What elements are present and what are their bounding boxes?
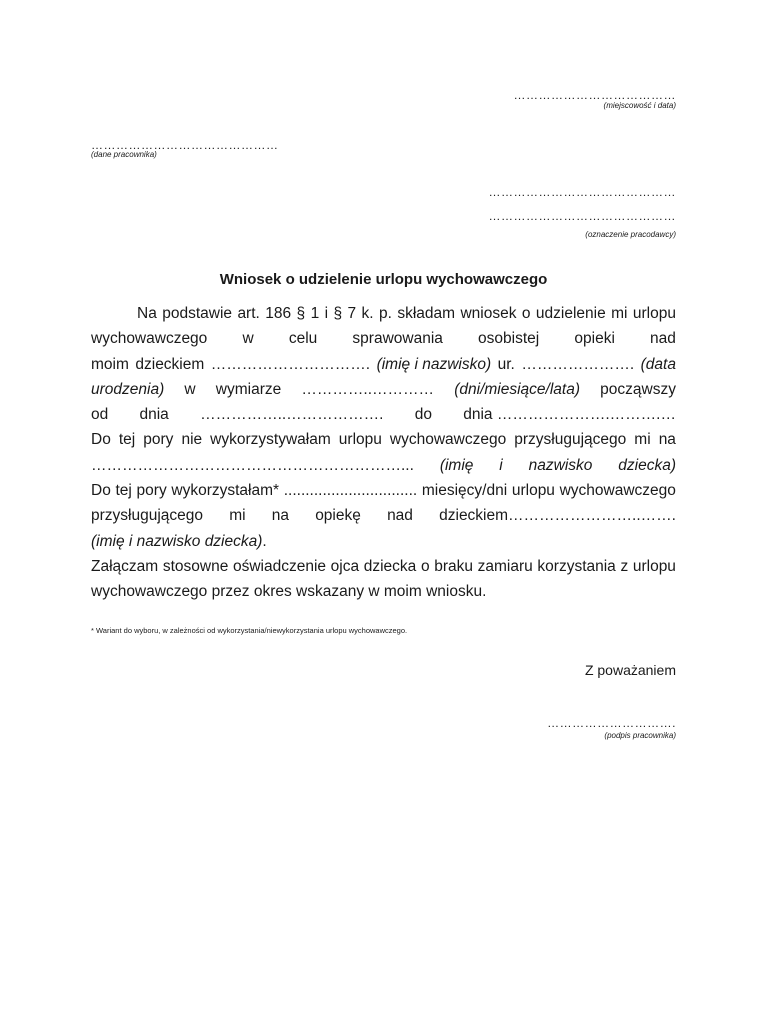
closing-greeting: Z poważaniem <box>584 662 676 678</box>
employer-dots-1: ……………………………………… <box>488 185 676 199</box>
word: p. <box>378 305 392 322</box>
body-line-4 <box>91 377 676 402</box>
word: sprawowania <box>352 330 443 348</box>
employer-caption: (oznaczenie pracodawcy) <box>585 230 676 239</box>
word: udzielenie <box>535 305 606 322</box>
word: Na <box>137 305 157 322</box>
word: przysługującego <box>514 431 627 449</box>
word: wychowawczego <box>389 431 507 449</box>
word: wychowawczego <box>91 330 208 348</box>
body-line-7 <box>91 453 676 478</box>
word: dzieckiem <box>135 355 205 373</box>
word: tej <box>115 482 132 500</box>
body-line-9 <box>91 503 676 528</box>
word: 7 <box>347 305 357 322</box>
word: § <box>333 305 343 322</box>
body-line-6 <box>91 427 676 452</box>
employer-dots-2: ……………………………………… <box>488 209 676 223</box>
word: wychowawczego <box>559 482 676 500</box>
word: począwszy <box>600 380 676 398</box>
word: celu <box>288 330 318 348</box>
word: urlopu <box>632 557 676 575</box>
word: w <box>242 330 254 348</box>
word: ur. <box>497 355 515 373</box>
word: Do <box>91 431 111 449</box>
body-line-2 <box>91 326 676 351</box>
word: zamiaru <box>477 557 533 575</box>
child-name-hint-2: (imię i nazwisko dziecka) <box>91 532 263 550</box>
document-title: Wniosek o udzielenie urlopu wychowawczego <box>219 271 548 288</box>
body-line-8 <box>91 478 676 503</box>
signature-dots: …………………………. <box>547 716 676 730</box>
word: przysługującego <box>91 507 204 525</box>
word: k. <box>361 305 374 322</box>
body-line-10 <box>91 529 676 554</box>
word: wykorzystywałam <box>210 431 331 449</box>
body-line-1 <box>91 301 676 326</box>
period: . <box>262 532 267 550</box>
word: moim <box>91 355 129 373</box>
word: tej <box>118 431 136 449</box>
word: na <box>271 507 289 525</box>
word: 1 <box>310 305 320 322</box>
word: urlopu <box>338 431 382 449</box>
body-line-5 <box>91 402 676 427</box>
word: braku <box>434 557 473 575</box>
word: nie <box>181 431 203 449</box>
word: (imię <box>439 456 474 474</box>
word: nad <box>650 330 676 348</box>
word: korzystania <box>537 557 616 575</box>
word: ……………..………………. <box>200 406 384 424</box>
word: urlopu <box>511 482 555 500</box>
child-name-hint: (imię i nazwisko) <box>376 355 492 373</box>
word: pory <box>143 431 174 449</box>
word: o <box>420 557 430 575</box>
word: wniosek <box>460 305 517 322</box>
word: dzieckiem……………………..……. <box>439 507 676 525</box>
word: oświadczenie <box>232 557 327 575</box>
word: art. <box>237 305 260 322</box>
birth-date-hint: (data <box>640 355 676 373</box>
footnote: * Wariant do wyboru, w zależności od wykorzystania/niewykorzystania urlopu wychowawczego. <box>91 626 408 635</box>
signature-caption: (podpis pracownika) <box>604 731 676 740</box>
word: i <box>499 456 503 474</box>
place-date-dots: ………………………………… <box>513 88 676 102</box>
word: stosowne <box>162 557 229 575</box>
place-date-caption: (miejscowość i data) <box>603 101 676 110</box>
word: dnia <box>139 406 169 424</box>
word: o <box>521 305 531 322</box>
employee-data-dots: ……………………………………… <box>91 138 279 152</box>
request-body <box>91 301 676 605</box>
word: od <box>91 406 109 424</box>
word: 186 <box>265 305 292 322</box>
word: na <box>658 431 676 449</box>
word: dziecka) <box>618 456 676 474</box>
word: wymiarze <box>215 380 282 398</box>
word: urlopu <box>632 305 676 322</box>
word: podstawie <box>162 305 233 322</box>
word: mi <box>634 431 651 449</box>
word: wykorzystałam* <box>171 482 280 500</box>
body-line-3 <box>91 352 676 377</box>
body-line-11 <box>91 554 676 579</box>
child-name-dots-2: ……………………………………………………... <box>91 456 414 474</box>
word: osobistej <box>478 330 540 348</box>
word: dziecka <box>363 557 417 575</box>
word: nad <box>387 507 413 525</box>
duration-dots: …………..………… <box>301 380 435 398</box>
employee-data-caption: (dane pracownika) <box>91 150 157 159</box>
word: mi <box>229 507 246 525</box>
word: opieki <box>574 330 615 348</box>
word: do <box>414 406 432 424</box>
word: dnia ………………….……….… <box>463 406 676 424</box>
word: i <box>324 305 329 322</box>
word: składam <box>397 305 456 322</box>
word: Załączam <box>91 557 159 575</box>
child-name-dots: …………………………. <box>210 355 371 373</box>
word: mi <box>611 305 628 322</box>
word: w <box>184 380 196 398</box>
body-line-12: wychowawczego przez okres wskazany w moim wniosku. <box>91 583 487 601</box>
word: opiekę <box>315 507 361 525</box>
word: miesięcy/dni <box>421 482 508 500</box>
word: ............................... <box>283 482 418 500</box>
word: pory <box>136 482 167 500</box>
birth-date-hint-cont: urodzenia) <box>91 380 165 398</box>
word: z <box>620 557 629 575</box>
word: Do <box>91 482 111 500</box>
word: ojca <box>330 557 360 575</box>
birth-date-dots: …………………. <box>521 355 635 373</box>
duration-hint: (dni/miesiące/lata) <box>454 380 580 398</box>
word: nazwisko <box>528 456 593 474</box>
word: § <box>296 305 306 322</box>
